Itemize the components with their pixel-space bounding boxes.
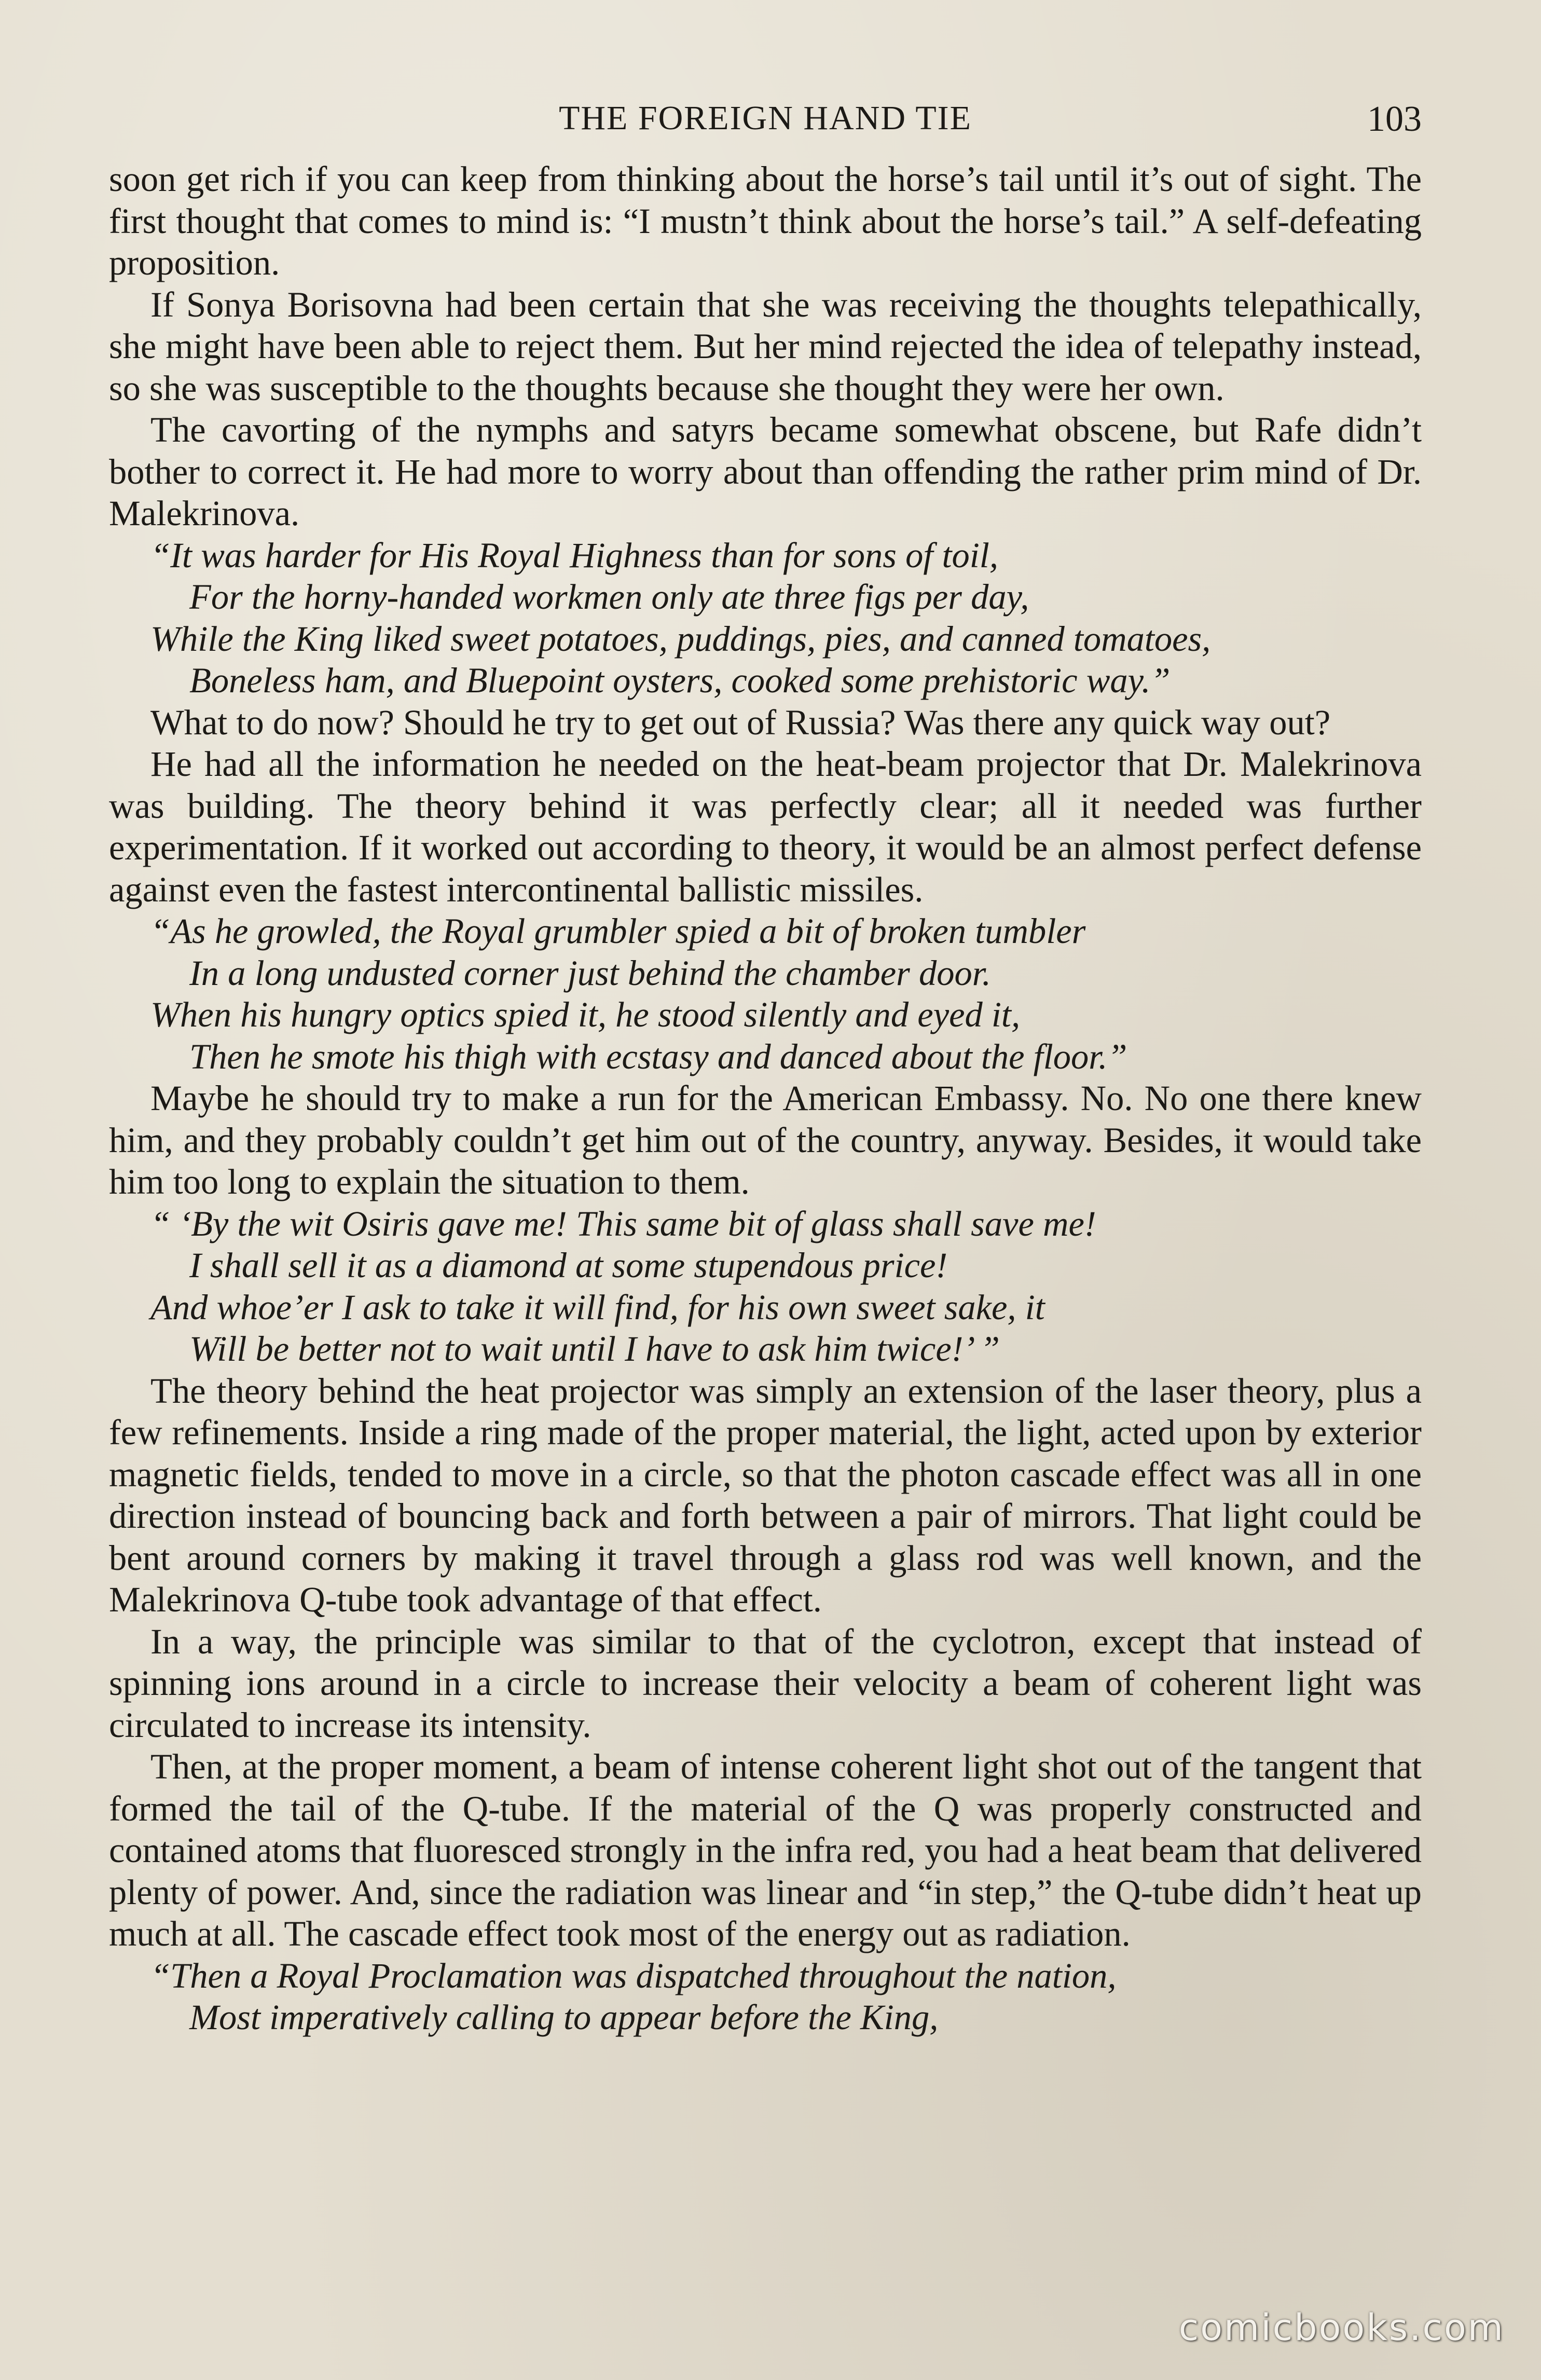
verse-line: Will be better not to wait until I have to ask him twice!’ ” <box>189 1329 1000 1369</box>
paragraph-1: soon get rich if you can keep from thinking about the horse’s tail until it’s out of sight. The first thought that comes to mind is: “I mustn’t think about the horse’s tail.” A self-defeating proposition. <box>109 159 1422 282</box>
verse-4 <box>109 1955 1422 2039</box>
verse-2 <box>109 910 1422 1077</box>
verse-line: “As he growled, the Royal grumbler spied a bit of broken tumbler <box>150 911 1086 951</box>
paragraph-3: The cavorting of the nymphs and satyrs became somewhat obscene, but Rafe didn’t bother to correct it. He had more to worry about than offending the rather prim mind of Dr. Malekrinova. <box>109 410 1422 533</box>
body-text <box>109 158 1422 2039</box>
verse-line: Boneless ham, and Bluepoint oysters, cooked some prehistoric way.” <box>189 661 1171 700</box>
verse-1 <box>109 535 1422 702</box>
paragraph-4: What to do now? Should he try to get out of Russia? Was there any quick way out? <box>150 702 1331 742</box>
paragraph-5: He had all the information he needed on the heat-beam projector that Dr. Malekrinova was building. The theory behind it was perfectly clear; all it needed was further experimentation. If it worked out according to theory, it would be an almost perfect defense against even the fastest intercontinental ballistic missiles. <box>109 744 1422 909</box>
site-watermark: comicbooks.com <box>1178 2306 1505 2349</box>
verse-line: “Then a Royal Proclamation was dispatched throughout the nation, <box>150 1955 1117 1995</box>
page-header <box>109 93 1422 151</box>
verse-line: And whoe’er I ask to take it will find, for his own sweet sake, it <box>150 1287 1045 1327</box>
running-head: THE FOREIGN HAND TIE <box>559 99 972 137</box>
paragraph-9: Then, at the proper moment, a beam of intense coherent light shot out of the tangent that formed the tail of the Q-tube. If the material of the Q was properly constructed and contained atoms that fluoresced strongly in the infra red, you had a heat beam that delivered plenty of power. And, since the radiation was linear and “in step,” the Q-tube didn’t heat up much at all. The cascade effect took most of the energy out as radiation. <box>109 1747 1422 1953</box>
paragraph-6: Maybe he should try to make a run for the American Embassy. No. No one there knew him, and they probably couldn’t get him out of the country, anyway. Besides, it would take him too long to explain the situation to them. <box>109 1078 1422 1201</box>
paragraph-7: The theory behind the heat projector was simply an extension of the laser theory, plus a few refinements. Inside a ring made of the proper material, the light, acted upon by exterior magnetic fields, tended to move in a circle, so that the photon cascade effect was all in one direction instead of bouncing back and forth between a pair of mirrors. That light could be bent around corners by making it travel through a glass rod was well known, and the Malekrinova Q-tube took advantage of that effect. <box>109 1371 1422 1619</box>
verse-line: “ ‘By the wit Osiris gave me! This same bit of glass shall save me! <box>150 1203 1096 1243</box>
verse-line: For the horny-handed workmen only ate three figs per day, <box>189 577 1029 617</box>
verse-line: “It was harder for His Royal Highness than for sons of toil, <box>150 535 998 575</box>
verse-line: While the King liked sweet potatoes, puddings, pies, and canned tomatoes, <box>150 619 1211 659</box>
verse-line: When his hungry optics spied it, he stood silently and eyed it, <box>150 995 1021 1034</box>
verse-line: I shall sell it as a diamond at some stupendous price! <box>189 1246 948 1285</box>
page-number: 103 <box>1367 99 1422 139</box>
paragraph-8: In a way, the principle was similar to that of the cyclotron, except that instead of spinning ions around in a circle to increase their velocity a beam of coherent light was circulated to increase its intensity. <box>109 1621 1422 1745</box>
verse-3 <box>109 1203 1422 1370</box>
verse-line: Then he smote his thigh with ecstasy and danced about the floor.” <box>189 1036 1127 1076</box>
verse-line: Most imperatively calling to appear before the King, <box>189 1998 939 2037</box>
verse-line: In a long undusted corner just behind the chamber door. <box>189 953 991 993</box>
paragraph-2: If Sonya Borisovna had been certain that she was receiving the thoughts telepathically, she might have been able to reject them. But her mind rejected the idea of telepathy instead, so she was susceptible to the thoughts because she thought they were her own. <box>109 284 1422 408</box>
